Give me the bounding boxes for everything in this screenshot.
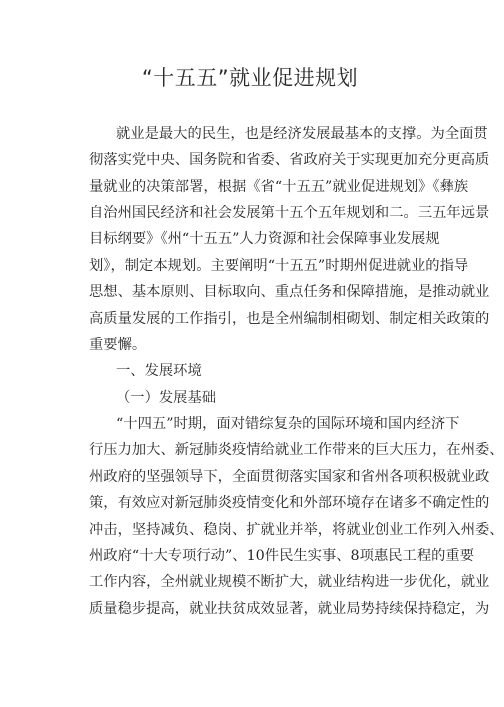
section-heading: 一、发展环境: [116, 363, 202, 379]
paragraph-line: 划》，制定本规划。主要阐明“十五五”时期州促进就业的指导: [89, 258, 469, 274]
paragraph-line: 冲击，坚持减负、稳岗、扩就业并举，将就业创业工作列入州委、: [89, 522, 504, 538]
paragraph-line: 彻落实党中央、国务院和省委、省政府关于实现更加充分更高质: [89, 152, 490, 168]
subsection-heading: （一）发展基础: [116, 390, 217, 406]
paragraph-line: 工作内容，全州就业规模不断扩大，就业结构进一步优化，就业: [89, 574, 490, 590]
paragraph-line: 行压力加大、新冠肺炎疫情给就业工作带来的巨大压力，在州委、: [89, 442, 504, 458]
paragraph-line: 州政府的坚强领导下，全面贯彻落实国家和省州各项积极就业政: [89, 469, 490, 485]
paragraph-line: 思想、基本原则、目标取向、重点任务和保障措施，是推动就业: [89, 284, 490, 300]
paragraph-line: 就业是最大的民生，也是经济发展最基本的支撑。为全面贯: [116, 126, 488, 142]
paragraph-line: 州政府“十大专项行动”、10件民生实事、8项惠民工程的重要: [89, 548, 475, 564]
document-title: “十五五”就业促进规划: [141, 66, 359, 90]
paragraph-line: 量就业的决策部署，根据《省“十五五”就业促进规划》《彝族: [89, 179, 469, 195]
paragraph-line: 策，有效应对新冠肺炎疫情变化和外部环境存在诸多不确定性的: [89, 495, 490, 511]
paragraph-line: 目标纲要》《州“十五五”人力资源和社会保障事业发展规: [89, 231, 440, 247]
paragraph-line: 重要懈。: [89, 337, 147, 353]
paragraph-line: 自治州国民经济和社会发展第十五个五年规划和二。三五年远景: [89, 205, 490, 221]
paragraph-line: 质量稳步提高，就业扶贫成效显著，就业局势持续保持稳定，为: [89, 601, 490, 617]
paragraph-line: “十四五”时期，面对错综复杂的国际环境和国内经济下: [116, 416, 460, 432]
paragraph-line: 高质量发展的工作指引，也是全州编制相砌划、制定相关政策的: [89, 311, 490, 327]
